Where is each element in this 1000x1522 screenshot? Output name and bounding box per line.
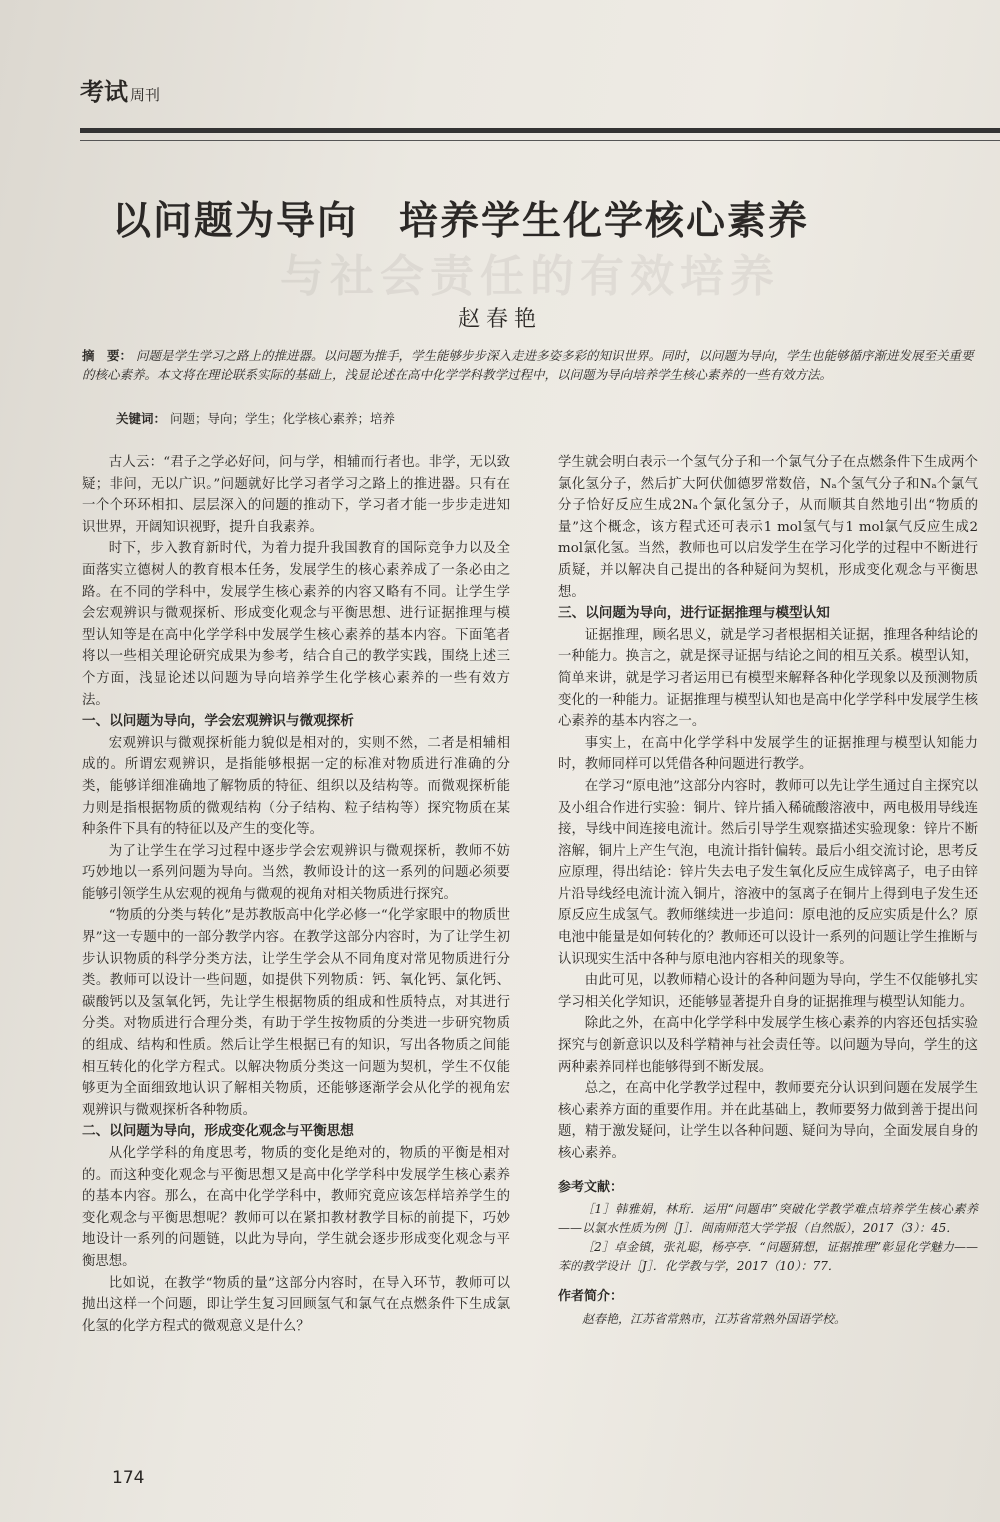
author-name: 赵春艳 — [457, 307, 542, 332]
show-through-text: 与社会责任的有效培养 — [280, 251, 780, 302]
keywords-text: 问题；导向；学生；化学核心素养；培养 — [170, 411, 396, 426]
author-bio: 赵春艳，江苏省常熟市，江苏省常熟外国语学校。 — [582, 1311, 847, 1326]
left-column — [82, 452, 510, 1337]
paragraph: 由此可见，以教师精心设计的各种问题为导向，学生不仅能够扎实学习相关化学知识，还能够显著提升自身的证据推理与模型认知能力。 — [558, 973, 978, 1010]
paragraph: 从化学学科的角度思考，物质的变化是绝对的，物质的平衡是相对的。而这种变化观念与平衡思想又是高中化学学科中发展学生核心素养的基本内容。那么，在高中化学学科中，教师究竟应该怎样培养学生的变化观念与平衡思想呢？教师可以在紧扣教材教学目标的前提下，巧妙地设计一系列的问题链，以此为导向，学生就会逐步形成变化观念与平衡思想。 — [82, 1146, 510, 1269]
keywords-label: 关键词： — [116, 411, 167, 426]
paragraph-continued: 学生就会明白表示一个氢气分子和一个氯气分子在点燃条件下生成两个氯化氢分子，然后扩大阿伏伽德罗常数倍，Nₐ个氢气分子和Nₐ个氯气分子恰好反应生成2Nₐ个氯化氢分子，从而顺其自然地引出“物质的量”这个概念，该方程式还可表示1 mol氢气与1 mol氯气反应生成2 mol氯化氢。当然，教师也可以启发学生在学习化学的过程中不断进行质疑，并以解决自己提出的各种疑问为契机，形成变化观念与平衡思想。 — [558, 455, 978, 600]
paragraph: 事实上，在高中化学学科中发展学生的证据推理与模型认知能力时，教师同样可以凭借各种问题进行教学。 — [558, 735, 978, 773]
journal-name: 考试 — [80, 78, 128, 106]
abstract — [82, 346, 982, 384]
paragraph: 在学习“原电池”这部分内容时，教师可以先让学生通过自主探究以及小组合作进行实验：铜片、锌片插入稀硫酸溶液中，两电极用导线连接，导线中间连接电流计。然后引导学生观察描述实验现象：锌片不断溶解，铜片上产生气泡，电流计指针偏转。最后小组交流讨论，思考反应原理，得出结论：锌片失去电子发生氧化反应生成锌离子，电子由锌片沿导线经电流计流入铜片，溶液中的氢离子在铜片上得到电子发生还原反应生成氢气。教师继续进一步追问：原电池的反应实质是什么？原电池中能量是如何转化的？教师还可以设计一系列的问题让学生推断与认识现实生活中各种与原电池内容相关的现象等。 — [558, 778, 978, 967]
paragraph: 证据推理，顾名思义，就是学习者根据相关证据，推理各种结论的一种能力。换言之，就是探寻证据与结论之间的相互关系。模型认知，简单来讲，就是学习者运用已有模型来解释各种化学现象以及预测物质变化的一种能力。证据推理与模型认知也是高中化学学科中发展学生核心素养的基本内容之一。 — [558, 627, 978, 730]
section-heading-1: 一、以问题为导向，学会宏观辨识与微观探析 — [82, 713, 354, 730]
reference-item: ［2］卓金镇，张礼聪，杨亭亭．“问题猜想，证据推理”彰显化学魅力——苯的教学设计［J］．化学教与学，2017（10）：77． — [558, 1240, 978, 1274]
reference-item: ［1］韩雅娟，林珩．运用“问题串”突破化学教学难点培养学生核心素养——以氯水性质为例［J］．闽南师范大学学报（自然版），2017（3）：45． — [558, 1202, 978, 1236]
right-column — [558, 452, 978, 1329]
paragraph: 比如说，在教学“物质的量”这部分内容时，在导入环节，教师可以抛出这样一个问题，即让学生复习回顾氢气和氯气在点燃条件下生成氯化氢的化学方程式的微观意义是什么？ — [82, 1275, 510, 1334]
paragraph: 除此之外，在高中化学学科中发展学生核心素养的内容还包括实验探究与创新意识以及科学精神与社会责任等。以问题为导向，学生的这两种素养同样也能够得到不断发展。 — [558, 1016, 978, 1075]
paragraph: 古人云：“君子之学必好问，问与学，相辅而行者也。非学，无以致疑；非问，无以广识。”问题就好比学习者学习之路上的推进器。只有在一个个环环相扣、层层深入的问题的推动下，学习者才能一步步走进知识世界，开阔知识视野，提升自我素养。 — [82, 455, 510, 535]
abstract-text: 问题是学生学习之路上的推进器。以问题为推手，学生能够步步深入走进多姿多彩的知识世界。同时，以问题为导向，学生也能够循序渐进发展至关重要的核心素养。本文将在理论联系实际的基础上，浅显论述在高中化学学科教学过程中，以问题为导向培养学生核心素养的一些有效方法。 — [82, 348, 974, 382]
section-heading-2: 二、以问题为导向，形成变化观念与平衡思想 — [82, 1123, 354, 1140]
article-title: 以问题为导向 培养学生化学核心素养 — [112, 199, 810, 244]
journal-header — [80, 72, 160, 112]
paragraph: 宏观辨识与微观探析能力貌似是相对的，实则不然，二者是相辅相成的。所谓宏观辨识，是指能够根据一定的标准对物质进行准确的分类，能够详细准确地了解物质的特征、组织以及结构等。而微观探析能力则是指根据物质的微观结构（分子结构、粒子结构等）探究物质在某种条件下具有的特征以及产生的变化等。 — [82, 735, 510, 838]
paragraph: 为了让学生在学习过程中逐步学会宏观辨识与微观探析，教师不妨巧妙地以一系列问题为导向。当然，教师设计的这一系列的问题必须要能够引领学生从宏观的视角与微观的视角对相关物质进行探究。 — [82, 843, 510, 902]
abstract-label: 摘 要： — [82, 348, 133, 363]
author-bio-heading: 作者简介： — [558, 1289, 624, 1305]
paragraph: 总之，在高中化学教学过程中，教师要充分认识到问题在发展学生核心素养方面的重要作用。并在此基础上，教师要努力做到善于提出问题，精于激发疑问，让学生以各种问题、疑问为导向，全面发展自身的核心素养。 — [558, 1081, 978, 1161]
header-rule-thick — [80, 128, 1000, 133]
paragraph: 时下，步入教育新时代，为着力提升我国教育的国际竞争力以及全面落实立德树人的教育根本任务，发展学生的核心素养成了一条必由之路。在不同的学科中，发展学生核心素养的内容又略有不同。让学生学会宏观辨识与微观探析、形成变化观念与平衡思想、进行证据推理与模型认知等是在高中化学学科中发展学生核心素养的基本内容。下面笔者将以一些相关理论研究成果为参考，结合自己的教学实践，围绕上述三个方面，浅显论述以问题为导向培养学生化学核心素养的一些有效方法。 — [82, 541, 510, 708]
paragraph: “物质的分类与转化”是苏教版高中化学必修一“化学家眼中的物质世界”这一专题中的一部分教学内容。在教学这部分内容时，为了让学生初步认识物质的科学分类方法，让学生学会从不同角度对常见物质进行分类。教师可以设计一些问题，如提供下列物质：钙、氧化钙、氯化钙、碳酸钙以及氢氧化钙，先让学生根据物质的组成和性质特点，对其进行分类。对物质进行合理分类，有助于学生按物质的分类进一步研究物质的组成、结构和性质。然后让学生根据已有的知识，写出各物质之间能相互转化的化学方程式。以解决物质分类这一问题为契机，学生不仅能够更为全面细致地认识了解相关物质，还能够逐渐学会从化学的视角宏观辨识与微观探析各种物质。 — [82, 908, 510, 1118]
keywords — [116, 409, 976, 428]
journal-subtitle: 周刊 — [130, 86, 161, 104]
section-heading-3: 三、以问题为导向，进行证据推理与模型认知 — [558, 605, 830, 622]
page-number: 174 — [112, 1468, 145, 1488]
references-heading: 参考文献： — [558, 1179, 624, 1195]
header-rule-thin — [80, 140, 1000, 141]
